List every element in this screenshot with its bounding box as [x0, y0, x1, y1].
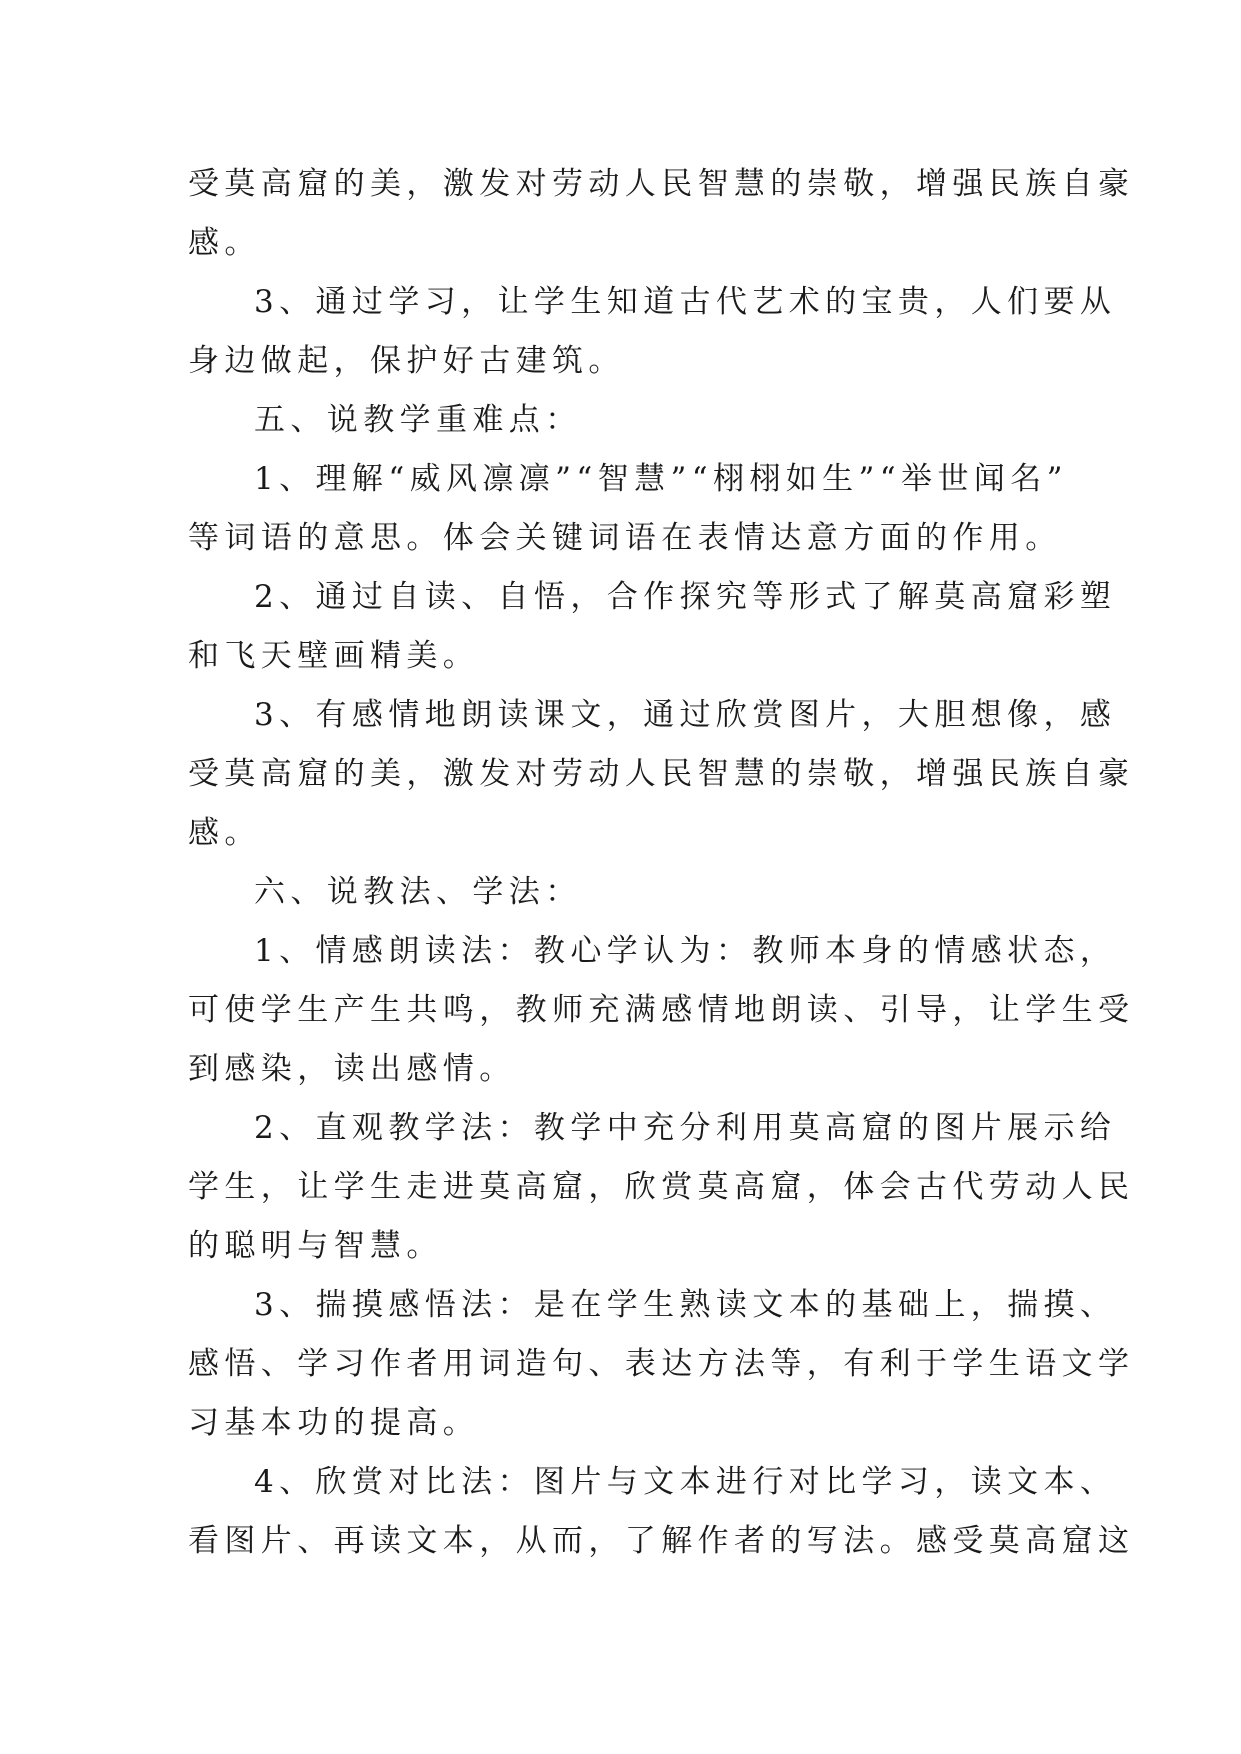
text-line: 和飞天壁画精美。	[188, 638, 480, 674]
text-line: 等词语的意思。体会关键词语在表情达意方面的作用。	[188, 520, 1062, 556]
text-line: 1、情感朗读法：教心学认为：教师本身的情感状态，	[254, 933, 1117, 969]
section-heading: 五、说教学重难点：	[254, 402, 582, 438]
text-line: 受莫高窟的美，激发对劳动人民智慧的崇敬，增强民族自豪	[188, 756, 1135, 792]
text-line: 习基本功的提高。	[188, 1405, 480, 1441]
text-line: 1、理解“威风凛凛”“智慧”“栩栩如生”“举世闻名”	[254, 461, 1068, 497]
text-line: 看图片、再读文本，从而，了解作者的写法。感受莫高窟这	[188, 1523, 1135, 1559]
text-line: 可使学生产生共鸣，教师充满感情地朗读、引导，让学生受	[188, 992, 1135, 1028]
text-line: 2、直观教学法：教学中充分利用莫高窟的图片展示给	[254, 1110, 1117, 1146]
text-line: 感悟、学习作者用词造句、表达方法等，有利于学生语文学	[188, 1346, 1135, 1382]
document-page	[188, 0, 1135, 1754]
text-line: 3、通过学习，让学生知道古代艺术的宝贵，人们要从	[254, 284, 1117, 320]
text-line: 3、有感情地朗读课文，通过欣赏图片，大胆想像，感	[254, 697, 1117, 733]
text-line: 的聪明与智慧。	[188, 1228, 443, 1264]
text-line: 3、揣摸感悟法：是在学生熟读文本的基础上，揣摸、	[254, 1287, 1117, 1323]
text-line: 到感染，读出感情。	[188, 1051, 516, 1087]
text-line: 身边做起，保护好古建筑。	[188, 343, 625, 379]
text-line: 2、通过自读、自悟，合作探究等形式了解莫高窟彩塑	[254, 579, 1117, 615]
text-line: 4、欣赏对比法：图片与文本进行对比学习，读文本、	[254, 1464, 1117, 1500]
text-line: 学生，让学生走进莫高窟，欣赏莫高窟，体会古代劳动人民	[188, 1169, 1135, 1205]
section-heading: 六、说教法、学法：	[254, 874, 582, 910]
text-line: 受莫高窟的美，激发对劳动人民智慧的崇敬，增强民族自豪	[188, 166, 1135, 202]
text-line: 感。	[188, 225, 261, 261]
text-line: 感。	[188, 815, 261, 851]
